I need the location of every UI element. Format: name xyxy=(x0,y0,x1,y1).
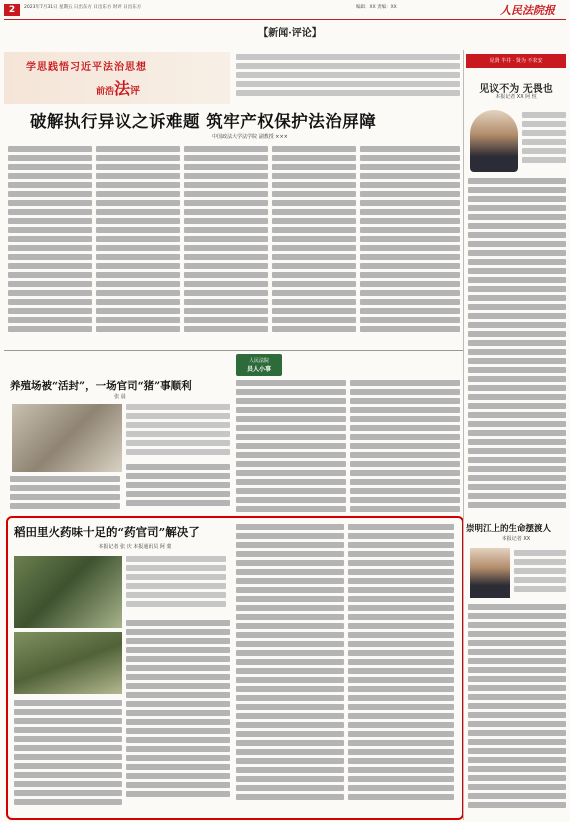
rice-body-1 xyxy=(14,700,122,810)
date-line: 2023年7月31日 星期五 日出东方 日出东方 时评 日出东方 xyxy=(24,5,142,10)
pig-byline: 张 晨 xyxy=(114,394,126,400)
essay-byline: 本报记者 XX 阿 恒 xyxy=(495,94,537,100)
rice-byline: 本报记者 张 庆 本报通讯员 阿 蒙 xyxy=(98,544,172,550)
pig-headline: 养殖场被“活封”，一场官司“猪”事顺利 xyxy=(10,380,192,392)
main-col-2 xyxy=(96,146,180,338)
right-lower-bio xyxy=(514,550,566,598)
pig-body-2 xyxy=(126,464,230,514)
main-col-4 xyxy=(272,146,356,338)
author-bio xyxy=(522,112,566,172)
main-headline: 破解执行异议之诉难题 筑牢产权保护法治屏障 xyxy=(30,112,377,131)
main-col-3 xyxy=(184,146,268,338)
author-portrait xyxy=(470,110,518,172)
main-byline: 中国政法大学法学院 副教授 ××× xyxy=(212,134,288,140)
header-bar xyxy=(0,0,570,20)
rice-photo-2 xyxy=(14,632,122,694)
newspaper-logo: 人民法院报 xyxy=(500,4,555,17)
banner-sub-c: 评 xyxy=(130,86,141,97)
column-rule-right xyxy=(463,50,464,820)
page-number-text: 2 xyxy=(8,5,16,15)
pig-photo xyxy=(12,404,122,472)
pig-caption xyxy=(126,404,230,460)
essay-title: 见议不为 无畏也 xyxy=(479,84,553,95)
right-lower-byline: 本报记者 XX xyxy=(501,536,531,542)
section-tag: 【新闻·评论】 xyxy=(258,28,322,39)
banner-title: 学思践悟习近平法治思想 xyxy=(26,62,147,73)
rice-body-3 xyxy=(236,524,344,810)
banner-sub-a: 前浩 xyxy=(96,87,115,97)
right-lower-headline: 崇明江上的生命摆渡人 xyxy=(466,524,552,534)
page-number xyxy=(4,4,20,16)
right-badge xyxy=(466,54,566,68)
mid-col-1 xyxy=(236,380,346,514)
rice-photo-1 xyxy=(14,556,122,628)
rice-caption xyxy=(126,556,226,616)
strip-badge xyxy=(236,354,282,376)
banner-sub-b: 法 xyxy=(114,79,131,98)
right-essay-body xyxy=(468,178,566,516)
main-col-1 xyxy=(8,146,92,338)
right-badge-text: 见贤 半井 · 贤为 不农安 xyxy=(489,58,543,64)
mid-col-2 xyxy=(350,380,460,514)
pig-body-1 xyxy=(10,476,120,514)
rice-headline: 稻田里火药味十足的“药官司”解决了 xyxy=(14,525,200,539)
banner xyxy=(4,52,230,104)
strip-rule xyxy=(4,350,464,351)
strip-badge-line2: 员人小事 xyxy=(246,366,271,373)
banner-subtitle-group xyxy=(96,76,196,100)
right-lower-portrait xyxy=(470,548,510,598)
editor-line: 编辑：XX 责编：XX xyxy=(356,5,397,10)
editor-note xyxy=(236,54,460,102)
rice-body-4 xyxy=(348,524,454,810)
main-col-5 xyxy=(360,146,460,338)
rice-body-2 xyxy=(126,620,230,810)
strip-badge-line1: 人民法院 xyxy=(248,358,269,364)
header-rule xyxy=(4,19,566,20)
right-lower-body xyxy=(468,604,566,816)
